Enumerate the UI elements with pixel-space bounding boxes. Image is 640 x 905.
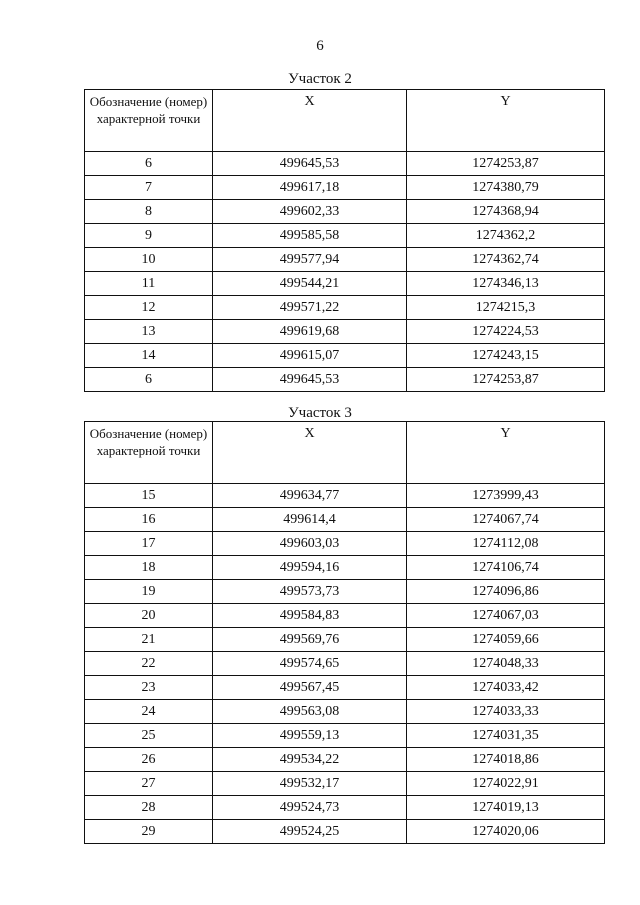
cell-x-coordinate: 499585,58 <box>213 224 407 248</box>
cell-x-coordinate: 499602,33 <box>213 200 407 224</box>
cell-y-coordinate: 1274224,53 <box>407 320 605 344</box>
cell-point-number: 11 <box>85 272 213 296</box>
cell-y-coordinate: 1274112,08 <box>407 532 605 556</box>
cell-y-coordinate: 1274096,86 <box>407 580 605 604</box>
cell-point-number: 19 <box>85 580 213 604</box>
table-row <box>85 152 605 176</box>
table-row <box>85 344 605 368</box>
cell-y-coordinate: 1274031,35 <box>407 724 605 748</box>
cell-y-coordinate: 1273999,43 <box>407 484 605 508</box>
section-title-plot-2: Участок 2 <box>288 71 352 87</box>
cell-y-coordinate: 1274380,79 <box>407 176 605 200</box>
cell-x-coordinate: 499544,21 <box>213 272 407 296</box>
cell-point-number: 8 <box>85 200 213 224</box>
cell-x-coordinate: 499573,73 <box>213 580 407 604</box>
table-row <box>85 176 605 200</box>
table-row <box>85 652 605 676</box>
cell-x-coordinate: 499524,73 <box>213 796 407 820</box>
table-row <box>85 628 605 652</box>
cell-y-coordinate: 1274106,74 <box>407 556 605 580</box>
table-header-row <box>85 90 605 152</box>
table-row <box>85 820 605 844</box>
cell-point-number: 26 <box>85 748 213 772</box>
cell-x-coordinate: 499603,03 <box>213 532 407 556</box>
table-row <box>85 224 605 248</box>
cell-y-coordinate: 1274362,2 <box>407 224 605 248</box>
cell-point-number: 6 <box>85 368 213 392</box>
cell-x-coordinate: 499617,18 <box>213 176 407 200</box>
cell-y-coordinate: 1274215,3 <box>407 296 605 320</box>
cell-y-coordinate: 1274253,87 <box>407 152 605 176</box>
cell-x-coordinate: 499567,45 <box>213 676 407 700</box>
cell-y-coordinate: 1274067,74 <box>407 508 605 532</box>
cell-point-number: 10 <box>85 248 213 272</box>
cell-point-number: 29 <box>85 820 213 844</box>
cell-x-coordinate: 499577,94 <box>213 248 407 272</box>
cell-point-number: 7 <box>85 176 213 200</box>
cell-point-number: 15 <box>85 484 213 508</box>
cell-x-coordinate: 499634,77 <box>213 484 407 508</box>
cell-y-coordinate: 1274018,86 <box>407 748 605 772</box>
cell-point-number: 20 <box>85 604 213 628</box>
header-point-designation: Обозначение (номер) характерной точки <box>85 422 213 484</box>
cell-x-coordinate: 499619,68 <box>213 320 407 344</box>
cell-x-coordinate: 499524,25 <box>213 820 407 844</box>
table-row <box>85 748 605 772</box>
table-row <box>85 508 605 532</box>
cell-y-coordinate: 1274033,42 <box>407 676 605 700</box>
cell-y-coordinate: 1274033,33 <box>407 700 605 724</box>
cell-point-number: 28 <box>85 796 213 820</box>
cell-x-coordinate: 499645,53 <box>213 152 407 176</box>
table-row <box>85 724 605 748</box>
table-header-row <box>85 422 605 484</box>
header-y: Y <box>407 422 605 484</box>
table-row <box>85 604 605 628</box>
table-row <box>85 676 605 700</box>
cell-point-number: 21 <box>85 628 213 652</box>
cell-y-coordinate: 1274048,33 <box>407 652 605 676</box>
cell-y-coordinate: 1274346,13 <box>407 272 605 296</box>
cell-point-number: 12 <box>85 296 213 320</box>
cell-x-coordinate: 499615,07 <box>213 344 407 368</box>
cell-point-number: 24 <box>85 700 213 724</box>
cell-point-number: 22 <box>85 652 213 676</box>
cell-point-number: 9 <box>85 224 213 248</box>
cell-point-number: 14 <box>85 344 213 368</box>
cell-y-coordinate: 1274059,66 <box>407 628 605 652</box>
cell-y-coordinate: 1274022,91 <box>407 772 605 796</box>
header-x: X <box>213 90 407 152</box>
header-point-designation: Обозначение (номер) характерной точки <box>85 90 213 152</box>
cell-point-number: 23 <box>85 676 213 700</box>
cell-x-coordinate: 499614,4 <box>213 508 407 532</box>
table-row <box>85 272 605 296</box>
table-row <box>85 700 605 724</box>
table-row <box>85 296 605 320</box>
table-row <box>85 368 605 392</box>
cell-point-number: 25 <box>85 724 213 748</box>
table-row <box>85 200 605 224</box>
cell-x-coordinate: 499645,53 <box>213 368 407 392</box>
cell-x-coordinate: 499534,22 <box>213 748 407 772</box>
cell-y-coordinate: 1274019,13 <box>407 796 605 820</box>
cell-y-coordinate: 1274253,87 <box>407 368 605 392</box>
cell-y-coordinate: 1274368,94 <box>407 200 605 224</box>
coordinates-table-plot-3 <box>84 421 605 844</box>
header-y: Y <box>407 90 605 152</box>
table-row <box>85 484 605 508</box>
cell-x-coordinate: 499574,65 <box>213 652 407 676</box>
table-row <box>85 556 605 580</box>
cell-x-coordinate: 499532,17 <box>213 772 407 796</box>
cell-point-number: 6 <box>85 152 213 176</box>
cell-point-number: 13 <box>85 320 213 344</box>
cell-x-coordinate: 499571,22 <box>213 296 407 320</box>
cell-x-coordinate: 499584,83 <box>213 604 407 628</box>
cell-y-coordinate: 1274243,15 <box>407 344 605 368</box>
table-row <box>85 532 605 556</box>
coordinates-table-plot-2 <box>84 89 605 392</box>
table-row <box>85 248 605 272</box>
cell-x-coordinate: 499559,13 <box>213 724 407 748</box>
table-row <box>85 772 605 796</box>
cell-point-number: 16 <box>85 508 213 532</box>
table-row <box>85 796 605 820</box>
table-row <box>85 580 605 604</box>
cell-x-coordinate: 499594,16 <box>213 556 407 580</box>
section-title-plot-3: Участок 3 <box>288 405 352 421</box>
cell-y-coordinate: 1274362,74 <box>407 248 605 272</box>
cell-x-coordinate: 499569,76 <box>213 628 407 652</box>
header-x: X <box>213 422 407 484</box>
cell-x-coordinate: 499563,08 <box>213 700 407 724</box>
table-row <box>85 320 605 344</box>
cell-point-number: 17 <box>85 532 213 556</box>
cell-y-coordinate: 1274020,06 <box>407 820 605 844</box>
cell-y-coordinate: 1274067,03 <box>407 604 605 628</box>
page-number: 6 <box>316 38 324 54</box>
cell-point-number: 18 <box>85 556 213 580</box>
cell-point-number: 27 <box>85 772 213 796</box>
